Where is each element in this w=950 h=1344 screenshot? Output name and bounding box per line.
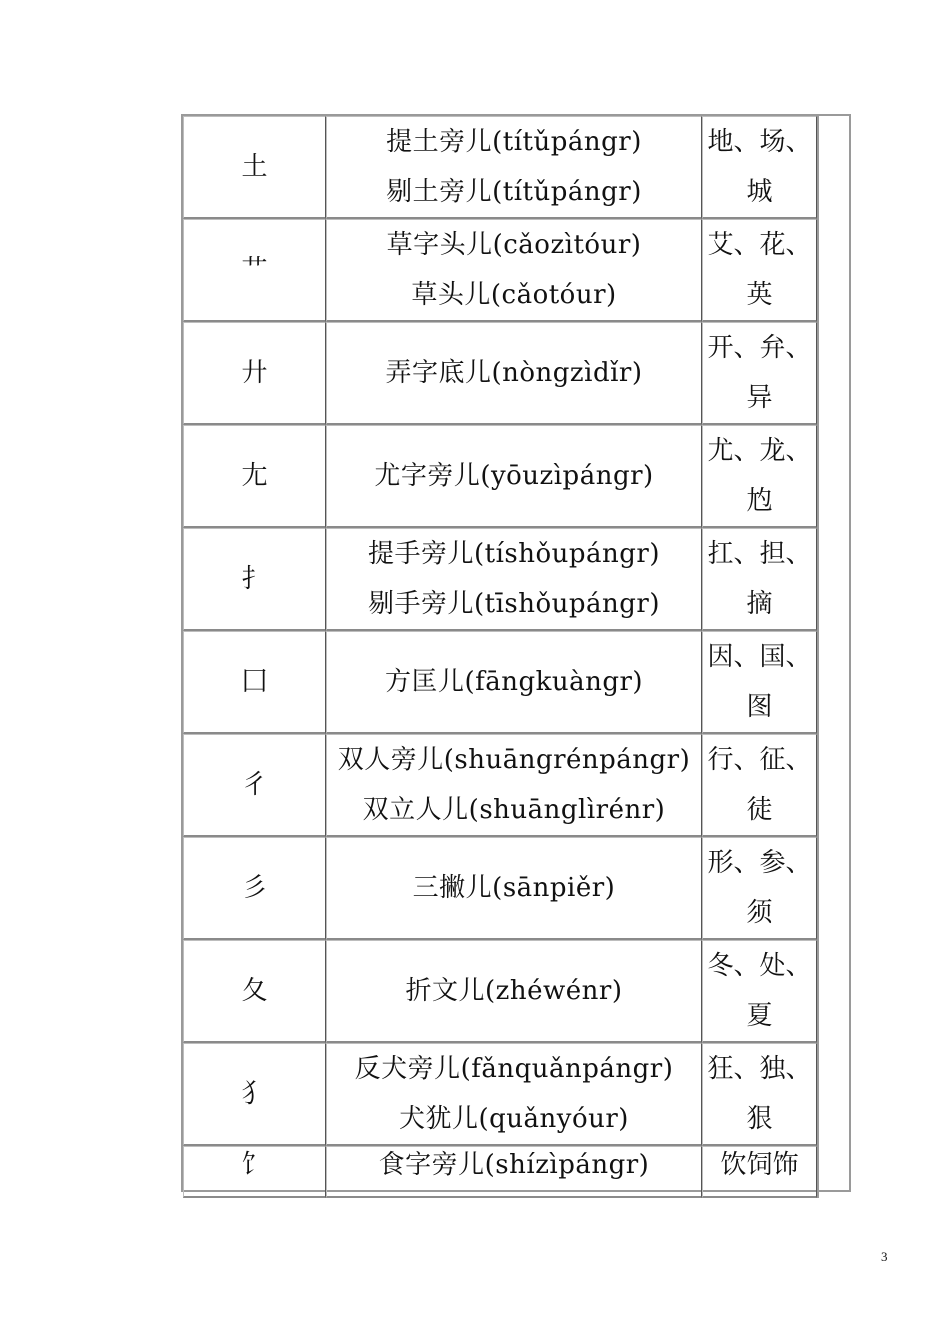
radical-table (183, 116, 819, 1198)
examples-line: 须 (746, 898, 773, 928)
examples-cell (702, 528, 817, 631)
radical-cell (183, 940, 326, 1043)
examples-line: 尤、龙、 (707, 436, 812, 466)
radical-glyph: 艹 (241, 255, 268, 285)
radical-glyph: 扌 (241, 564, 268, 594)
radical-name: 折文儿(zhéwénr) (405, 976, 623, 1006)
radical-name: 三撇儿(sānpiěr) (412, 873, 616, 903)
examples-cell (702, 734, 817, 837)
examples-line: 开、弁、 (707, 333, 812, 363)
radical-name: 食字旁儿(shízìpángr) (378, 1150, 650, 1180)
radical-cell (183, 116, 326, 219)
examples-line: 冬、处、 (707, 951, 812, 981)
examples-line: 因、国、 (707, 642, 812, 672)
examples-line: 图 (746, 692, 773, 722)
radical-cell (183, 425, 326, 528)
examples-cell (702, 1043, 817, 1146)
table-row (183, 1146, 817, 1198)
radical-glyph: 囗 (241, 667, 268, 697)
examples-line: 摘 (746, 589, 773, 619)
radical-cell (183, 528, 326, 631)
examples-cell (702, 837, 817, 940)
radical-name-cell (326, 219, 702, 322)
radical-glyph: 犭 (241, 1079, 268, 1109)
radical-glyph: 彳 (241, 770, 268, 800)
table-row (183, 116, 817, 219)
examples-cell (702, 631, 817, 734)
examples-line: 饮饲饰 (720, 1150, 799, 1180)
table-row (183, 322, 817, 425)
examples-line: 英 (746, 280, 773, 310)
radical-cell (183, 1146, 326, 1198)
examples-line: 扛、担、 (707, 539, 812, 569)
table-row (183, 940, 817, 1043)
radical-name-cell (326, 734, 702, 837)
radical-name: 提手旁儿(tíshǒupángr) (368, 539, 660, 569)
examples-line: 地、场、 (707, 127, 812, 157)
radical-name: 双人旁儿(shuāngrénpángr) (337, 745, 691, 775)
examples-line: 行、征、 (707, 745, 812, 775)
examples-line: 尥 (746, 486, 773, 516)
radical-glyph: 廾 (241, 358, 268, 388)
examples-line: 徒 (746, 795, 773, 825)
radical-name: 剔手旁儿(tīshǒupángr) (368, 589, 660, 619)
table-row (183, 219, 817, 322)
radical-cell (183, 322, 326, 425)
table-row (183, 734, 817, 837)
table-row (183, 631, 817, 734)
examples-cell (702, 425, 817, 528)
radical-cell (183, 631, 326, 734)
page-number: 3 (881, 1249, 888, 1264)
radical-name-cell (326, 631, 702, 734)
radical-name: 剔土旁儿(títǔpángr) (386, 177, 642, 207)
radical-name: 草字头儿(cǎozìtóur) (386, 230, 642, 260)
radical-name: 犬犹儿(quǎnyóur) (399, 1104, 629, 1134)
radical-name-cell (326, 322, 702, 425)
radical-name: 弄字底儿(nòngzìdǐr) (385, 358, 643, 388)
radical-name-cell (326, 940, 702, 1043)
radical-glyph: 彡 (241, 873, 268, 903)
examples-cell (702, 1146, 817, 1198)
table-row (183, 528, 817, 631)
radical-name: 方匡儿(fāngkuàngr) (384, 667, 644, 697)
examples-line: 城 (746, 177, 773, 207)
examples-line: 夏 (746, 1001, 773, 1031)
radical-name-cell (326, 116, 702, 219)
radical-glyph: 夂 (241, 976, 268, 1006)
examples-line: 艾、花、 (707, 230, 812, 260)
radical-name: 提土旁儿(títǔpángr) (386, 127, 642, 157)
radical-name: 双立人儿(shuānglìrénr) (362, 795, 666, 825)
examples-cell (702, 940, 817, 1043)
radical-name-cell (326, 837, 702, 940)
radical-glyph: 饣 (241, 1150, 268, 1180)
examples-line: 狠 (746, 1104, 773, 1134)
radical-name-cell (326, 425, 702, 528)
radical-cell (183, 1043, 326, 1146)
radical-name: 尤字旁儿(yōuzìpángr) (374, 461, 654, 491)
table-row (183, 837, 817, 940)
radical-cell (183, 734, 326, 837)
examples-cell (702, 116, 817, 219)
examples-line: 狂、独、 (707, 1054, 812, 1084)
radical-cell (183, 219, 326, 322)
radical-glyph: 土 (241, 152, 268, 182)
examples-line: 异 (746, 383, 773, 413)
radical-name-cell (326, 1146, 702, 1198)
examples-cell (702, 219, 817, 322)
radical-name: 草头儿(cǎotóur) (411, 280, 617, 310)
radical-name: 反犬旁儿(fǎnquǎnpángr) (354, 1054, 674, 1084)
table-row (183, 1043, 817, 1146)
examples-cell (702, 322, 817, 425)
table-row (183, 425, 817, 528)
radical-glyph: 尢 (241, 461, 268, 491)
radical-cell (183, 837, 326, 940)
examples-line: 形、参、 (707, 848, 812, 878)
radical-name-cell (326, 1043, 702, 1146)
radical-name-cell (326, 528, 702, 631)
